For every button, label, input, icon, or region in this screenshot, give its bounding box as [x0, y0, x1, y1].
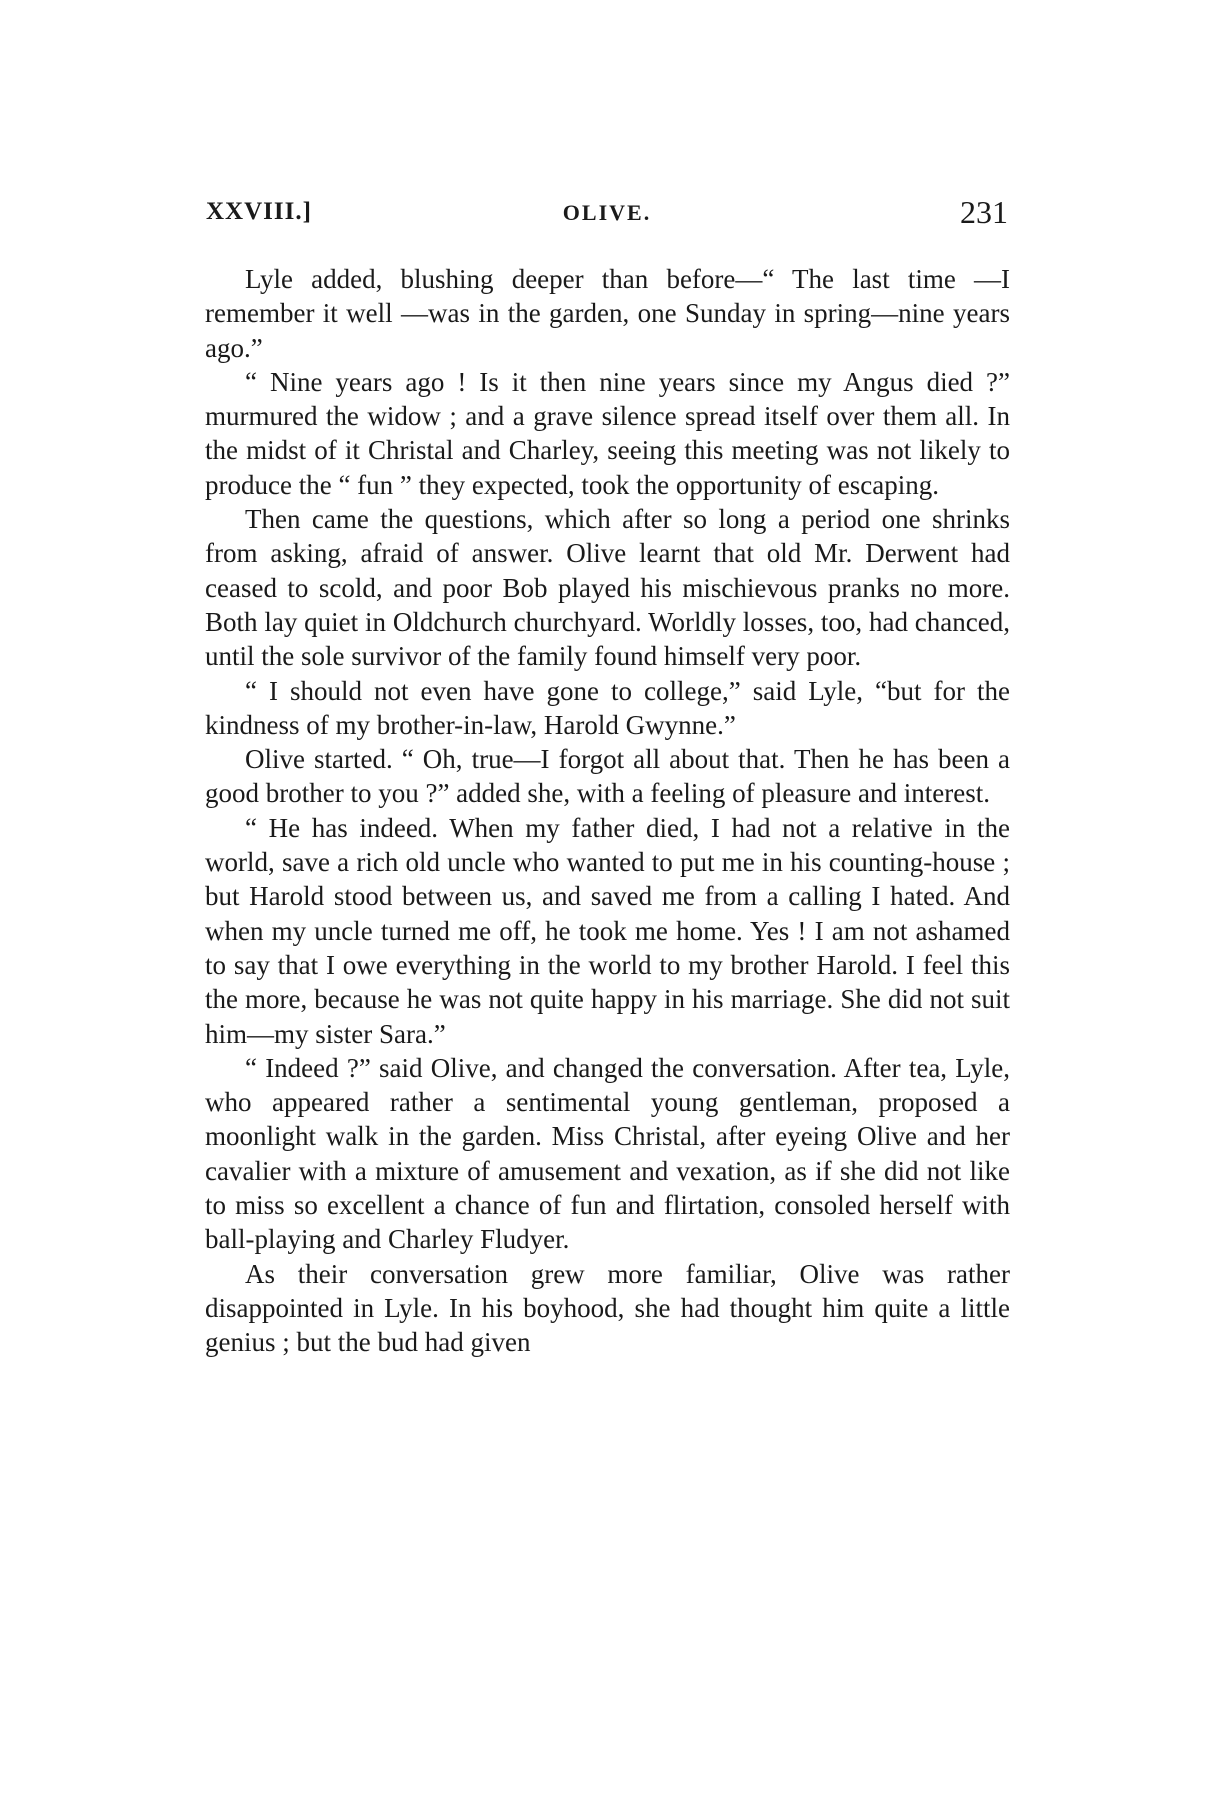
- paragraph: Olive started. “ Oh, true—I forgot all about that. Then he has been a good brother to you ?” added she, with a feeling of pleasure and interest.: [205, 744, 1010, 809]
- paragraph: As their conversation grew more familiar, Olive was rather disappointed in Lyle. In his boyhood, she had thought him quite a little genius ; but the bud had given: [205, 1258, 1010, 1358]
- paragraph: “ Nine years ago ! Is it then nine years since my Angus died ?” murmured the widow ; and a grave silence spread itself over them all. In the midst of it Christal and Charley, seeing this meeting was not likely to produce the “ fun ” they expected, took the opportunity of escaping.: [205, 366, 1010, 500]
- running-title: OLIVE.: [562, 200, 652, 225]
- body-text: [205, 262, 1010, 1360]
- paragraph: “ Indeed ?” said Olive, and changed the conversation. After tea, Lyle, who appeared rather a sentimental young gentleman, proposed a moonlight walk in the garden. Miss Christal, after eyeing Olive and her cavalier with a mixture of amusement and vexation, as if she did not like to miss so excellent a chance of fun and flirtation, consoled herself with ball-playing and Charley Fludyer.: [205, 1052, 1010, 1255]
- page-header: [206, 194, 1008, 242]
- paragraph: “ I should not even have gone to college,” said Lyle, “but for the kindness of my brother-in-law, Harold Gwynne.”: [205, 675, 1010, 740]
- chapter-number: XXVIII.]: [206, 198, 312, 225]
- paragraph: Then came the questions, which after so long a period one shrinks from asking, afraid of answer. Olive learnt that old Mr. Derwent had ceased to scold, and poor Bob played his mischievous pranks no more. Both lay quiet in Oldchurch churchyard. Worldly losses, too, had chanced, until the sole survivor of the family found himself very poor.: [205, 504, 1010, 672]
- paragraph: “ He has indeed. When my father died, I had not a relative in the world, save a rich old uncle who wanted to put me in his counting-house ; but Harold stood between us, and saved me from a calling I hated. And when my uncle turned me off, he took me home. Yes ! I am not ashamed to say that I owe everything in the world to my brother Harold. I feel this the more, because he was not quite happy in his marriage. She did not suit him—my sister Sara.”: [205, 812, 1010, 1049]
- page-number: 231: [960, 194, 1008, 230]
- paragraph: Lyle added, blushing deeper than before—“ The last time —I remember it well —was in the garden, one Sunday in spring—nine years ago.”: [205, 264, 1010, 363]
